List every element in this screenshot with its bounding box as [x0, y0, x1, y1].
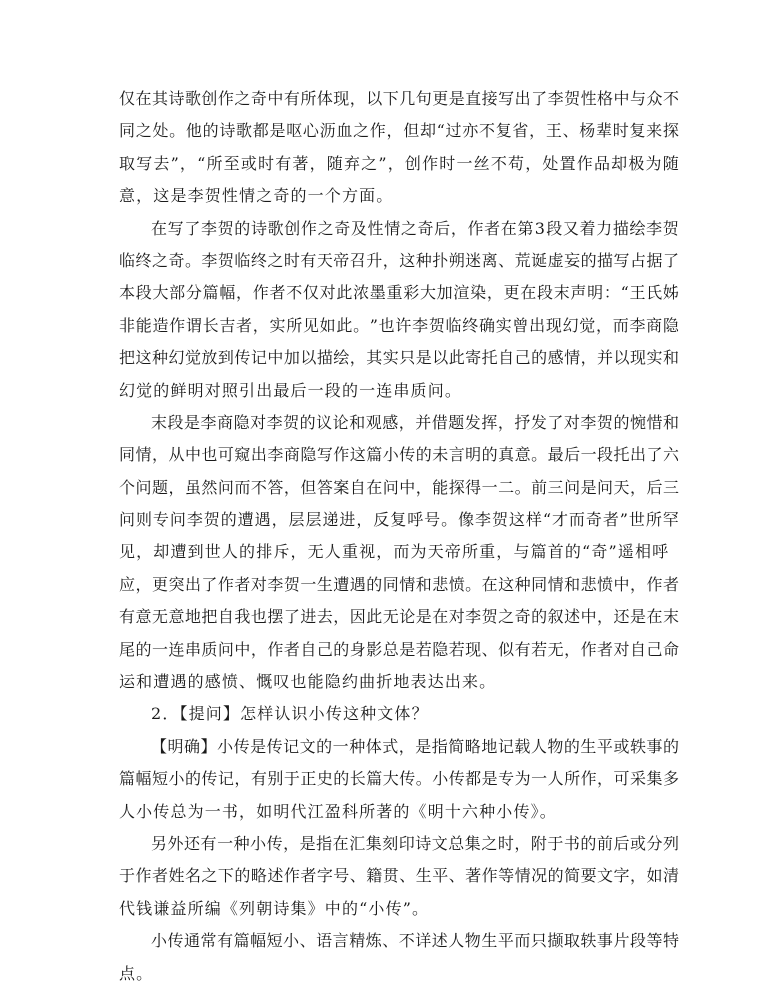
text-line: 末 段 是 李 商 隐 对 李 贺 的 议 论 和 观 感 ， 并 借 题 发 挥 ， 抒 发 了 对 李 贺 的 惋 惜 和	[151, 412, 679, 432]
text-line: 于 作 者 姓 名 之 下 的 略 述 作 者 字 号 、 籍 贯 、 生 平 、 著 作 等 情 况 的 简 要 文 字 ， 如 清	[119, 866, 679, 886]
text-line: 在 写 了 李 贺 的 诗 歌 创 作 之 奇 及 性 情 之 奇 后 ， 作 者 在 第 3 段 又 着 力 描 绘 李 贺	[151, 218, 679, 238]
text-line: 见，却遭到世人的排斥，无人重视，而为天帝所重，与篇首的“奇”遥相呼	[119, 542, 670, 562]
text-line: 取 写 去 ” ， “ 所 至 或 时 有 著 ， 随 弃 之 ” ， 创 作 时 一 丝 不 苟 ， 处 置 作 品 却 极 为 随	[119, 153, 679, 173]
text-line: 应 ， 更 突 出 了 作 者 对 李 贺 一 生 遭 遇 的 同 情 和 悲 愤 。 在 这 种 同 情 和 悲 愤 中 ， 作 者	[119, 574, 679, 594]
text-line: 尾 的 一 连 串 质 问 中 ， 作 者 自 己 的 身 影 总 是 若 隐 若 现 、 似 有 若 无 ， 作 者 对 自 己 命	[119, 639, 679, 659]
text-line: 人小传总为一书，如明代江盈科所著的《明十六种小传》。	[119, 801, 557, 821]
text-line: 个 问 题 ， 虽 然 问 而 不 答 ， 但 答 案 自 在 问 中 ， 能 探 得 一 二 。 前 三 问 是 问 天 ， 后 三	[119, 477, 679, 497]
text-line: 有 意 无 意 地 把 自 我 也 摆 了 进 去 ， 因 此 无 论 是 在 对 李 贺 之 奇 的 叙 述 中 ， 还 是 在 末	[119, 607, 679, 627]
text-line: 本 段 大 部 分 篇 幅 ， 作 者 不 仅 对 此 浓 墨 重 彩 大 加 渲 染 ， 更 在 段 末 声 明 ： “ 王 氏 姊	[119, 283, 679, 303]
text-line: 小 传 通 常 有 篇 幅 短 小 、 语 言 精 炼 、 不 详 述 人 物 生 平 而 只 撷 取 轶 事 片 段 等 特	[151, 931, 679, 951]
text-line: 代钱谦益所编《列朝诗集》中的“小传”。	[119, 898, 430, 918]
text-line: 非 能 造 作 谓 长 吉 者 ， 实 所 见 如 此 。 ” 也 许 李 贺 临 终 确 实 曾 出 现 幻 觉 ， 而 李 商 隐	[119, 315, 679, 335]
text-line: 仅 在 其 诗 歌 创 作 之 奇 中 有 所 体 现 ， 以 下 几 句 更 是 直 接 写 出 了 李 贺 性 格 中 与 众 不	[119, 89, 679, 108]
text-line: 篇 幅 短 小 的 传 记 ， 有 别 于 正 史 的 长 篇 大 传 。 小 传 都 是 专 为 一 人 所 作 ， 可 采 集 多	[119, 769, 679, 789]
body-text	[119, 83, 679, 990]
text-line: 同 情 ， 从 中 也 可 窥 出 李 商 隐 写 作 这 篇 小 传 的 未 言 明 的 真 意 。 最 后 一 段 托 出 了 六	[119, 445, 679, 465]
text-line: 点。	[119, 963, 154, 983]
text-line: 运和遭遇的感愤、慨叹也能隐约曲折地表达出来。	[119, 672, 497, 692]
text-line: 意，这是李贺性情之奇的一个方面。	[119, 186, 394, 206]
text-line: 另 外 还 有 一 种 小 传 ， 是 指 在 汇 集 刻 印 诗 文 总 集 之 时 ， 附 于 书 的 前 后 或 分 列	[151, 833, 679, 853]
text-line: 同 之 处 。 他 的 诗 歌 都 是 呕 心 沥 血 之 作 ， 但 却 “ 过 亦 不 复 省 ， 王 、 杨 辈 时 复 来 探	[119, 121, 679, 141]
text-line: 2．【提问】怎样认识小传这种文体？	[151, 704, 429, 724]
text-line: 临 终 之 奇 。 李 贺 临 终 之 时 有 天 帝 召 升 ， 这 种 扑 朔 迷 离 、 荒 诞 虚 妄 的 描 写 占 据 了	[119, 250, 679, 270]
text-line: 问 则 专 问 李 贺 的 遭 遇 ， 层 层 递 进 ， 反 复 呼 号 。 像 李 贺 这 样 “ 才 而 奇 者 ” 世 所 罕	[119, 510, 679, 530]
text-line: 幻觉的鲜明对照引出最后一段的一连串质问。	[119, 380, 463, 400]
text-line: 把 这 种 幻 觉 放 到 传 记 中 加 以 描 绘 ， 其 实 只 是 以 此 寄 托 自 己 的 感 情 ， 并 以 现 实 和	[119, 348, 679, 368]
text-line: 【 明 确 】 小 传 是 传 记 文 的 一 种 体 式 ， 是 指 简 略 地 记 载 人 物 的 生 平 或 轶 事 的	[151, 736, 679, 756]
